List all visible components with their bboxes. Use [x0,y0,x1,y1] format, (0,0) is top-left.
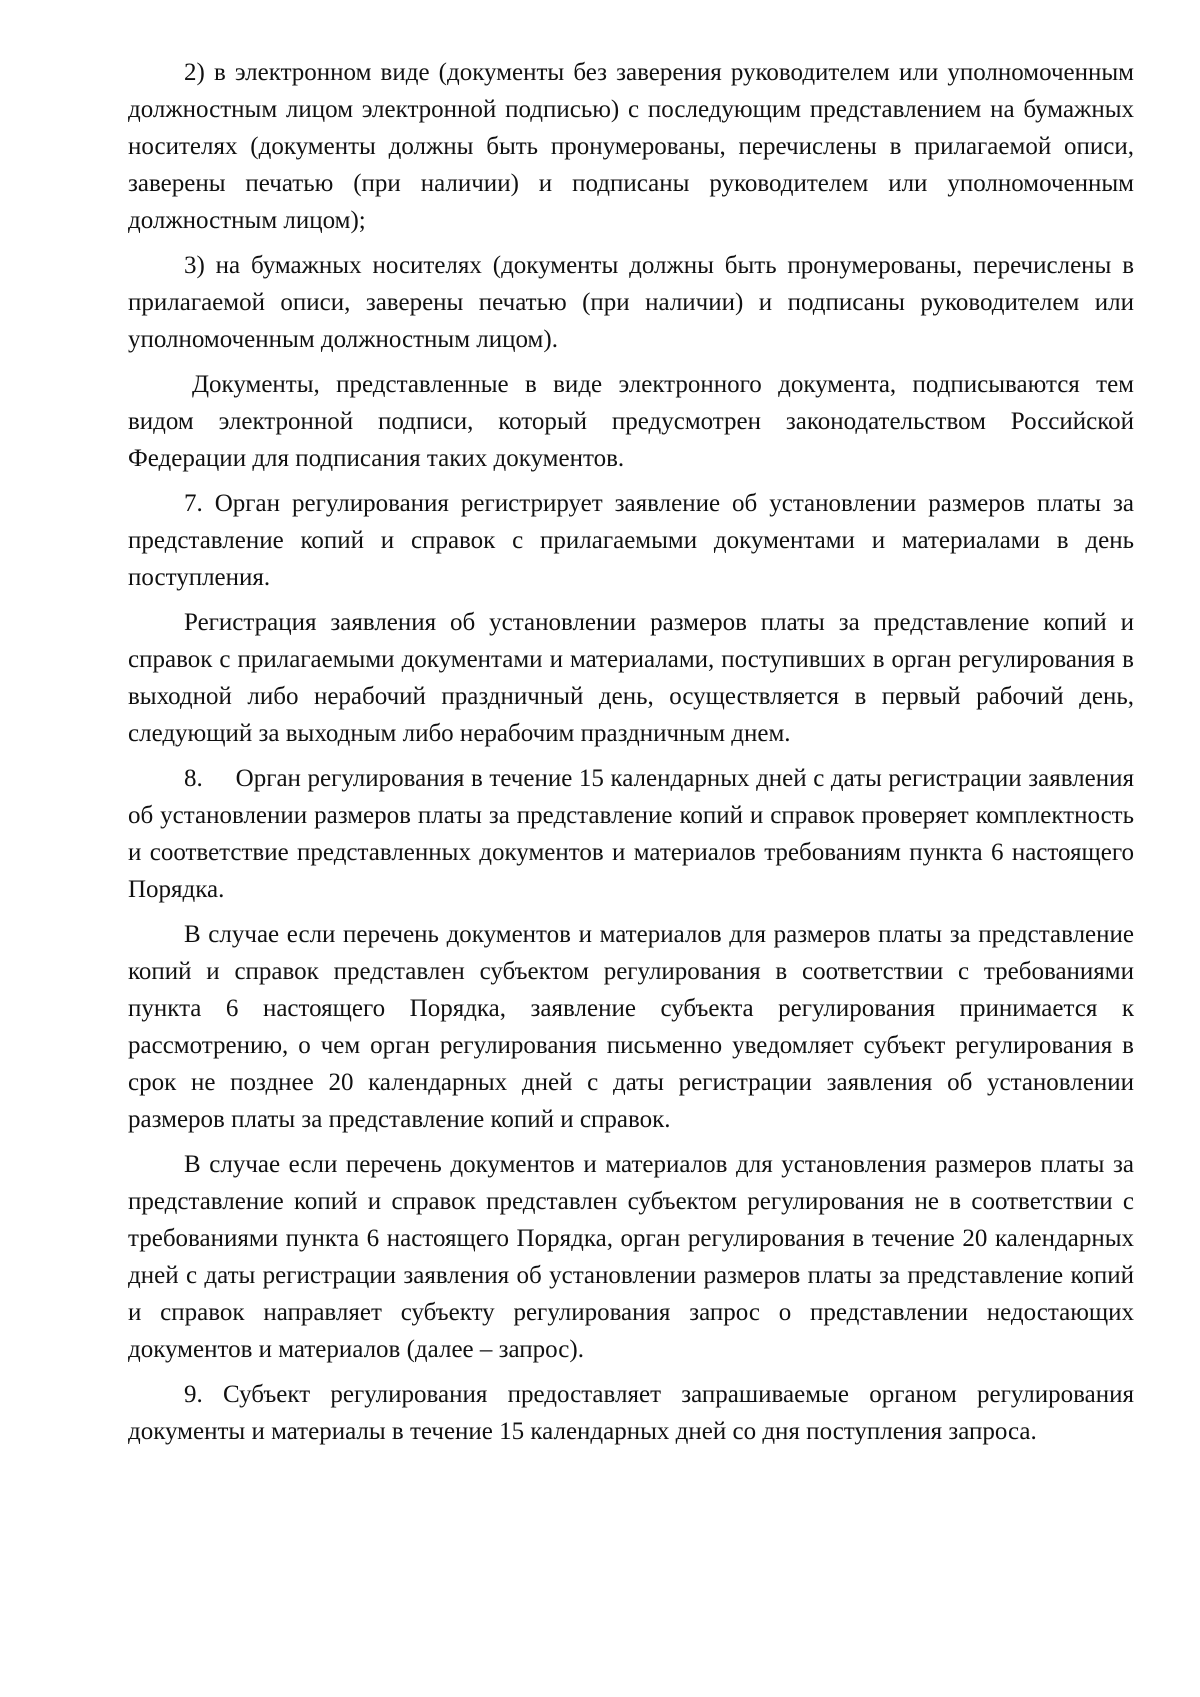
paragraph-electronic-signature: Документы, представленные в виде электронного документа, подписываются тем видом электронной подписи, который предусмотрен законодательством Российской Федерации для подписания таких документов. [128,371,1134,472]
paragraph-item-2-electronic: 2) в электронном виде (документы без заверения руководителем или уполномоченным должностным лицом электронной подписью) с последующим представлением на бумажных носителях (документы должны быть пронумерованы, перечислены в прилагаемой описи, заверены печатью (при наличии) и подписаны руководителем или уполномоченным должностным лицом); [128,59,1134,234]
paragraph-clause-8: 8. Орган регулирования в течение 15 календарных дней с даты регистрации заявления об установлении размеров платы за представление копий и справок проверяет комплектность и соответствие представленных документов и материалов требованиям пункта 6 настоящего Порядка. [128,765,1141,903]
paragraph-registration-holiday: Регистрация заявления об установлении размеров платы за представление копий и справок с прилагаемыми документами и материалами, поступивших в орган регулирования в выходной либо нерабочий праздничный день, осуществляется в первый рабочий день, следующий за выходным либо нерабочим праздничным днем. [128,609,1134,747]
paragraph-item-3-paper: 3) на бумажных носителях (документы должны быть пронумерованы, перечислены в прилагаемой описи, заверены печатью (при наличии) и подписаны руководителем или уполномоченным должностным лицом). [128,252,1134,353]
paragraph-request-case: В случае если перечень документов и материалов для установления размеров платы за представление копий и справок представлен субъектом регулирования не в соответствии с требованиями пункта 6 настоящего Порядка, орган регулирования в течение 20 календарных дней с даты регистрации заявления об установлении размеров платы за представление копий и справок направляет субъекту регулирования запрос о представлении недостающих документов и материалов (далее – запрос). [128,1151,1134,1363]
paragraph-clause-9: 9. Субъект регулирования предоставляет запрашиваемые органом регулирования документы и материалы в течение 15 календарных дней со дня поступления запроса. [128,1381,1134,1445]
paragraph-accepted-case: В случае если перечень документов и материалов для размеров платы за представление копий и справок представлен субъектом регулирования в соответствии с требованиями пункта 6 настоящего Порядка, заявление субъекта регулирования принимается к рассмотрению, о чем орган регулирования письменно уведомляет субъект регулирования в срок не позднее 20 календарных дней с даты регистрации заявления об установлении размеров платы за представление копий и справок. [128,921,1134,1133]
paragraph-clause-7: 7. Орган регулирования регистрирует заявление об установлении размеров платы за представление копий и справок с прилагаемыми документами и материалами в день поступления. [128,490,1134,591]
